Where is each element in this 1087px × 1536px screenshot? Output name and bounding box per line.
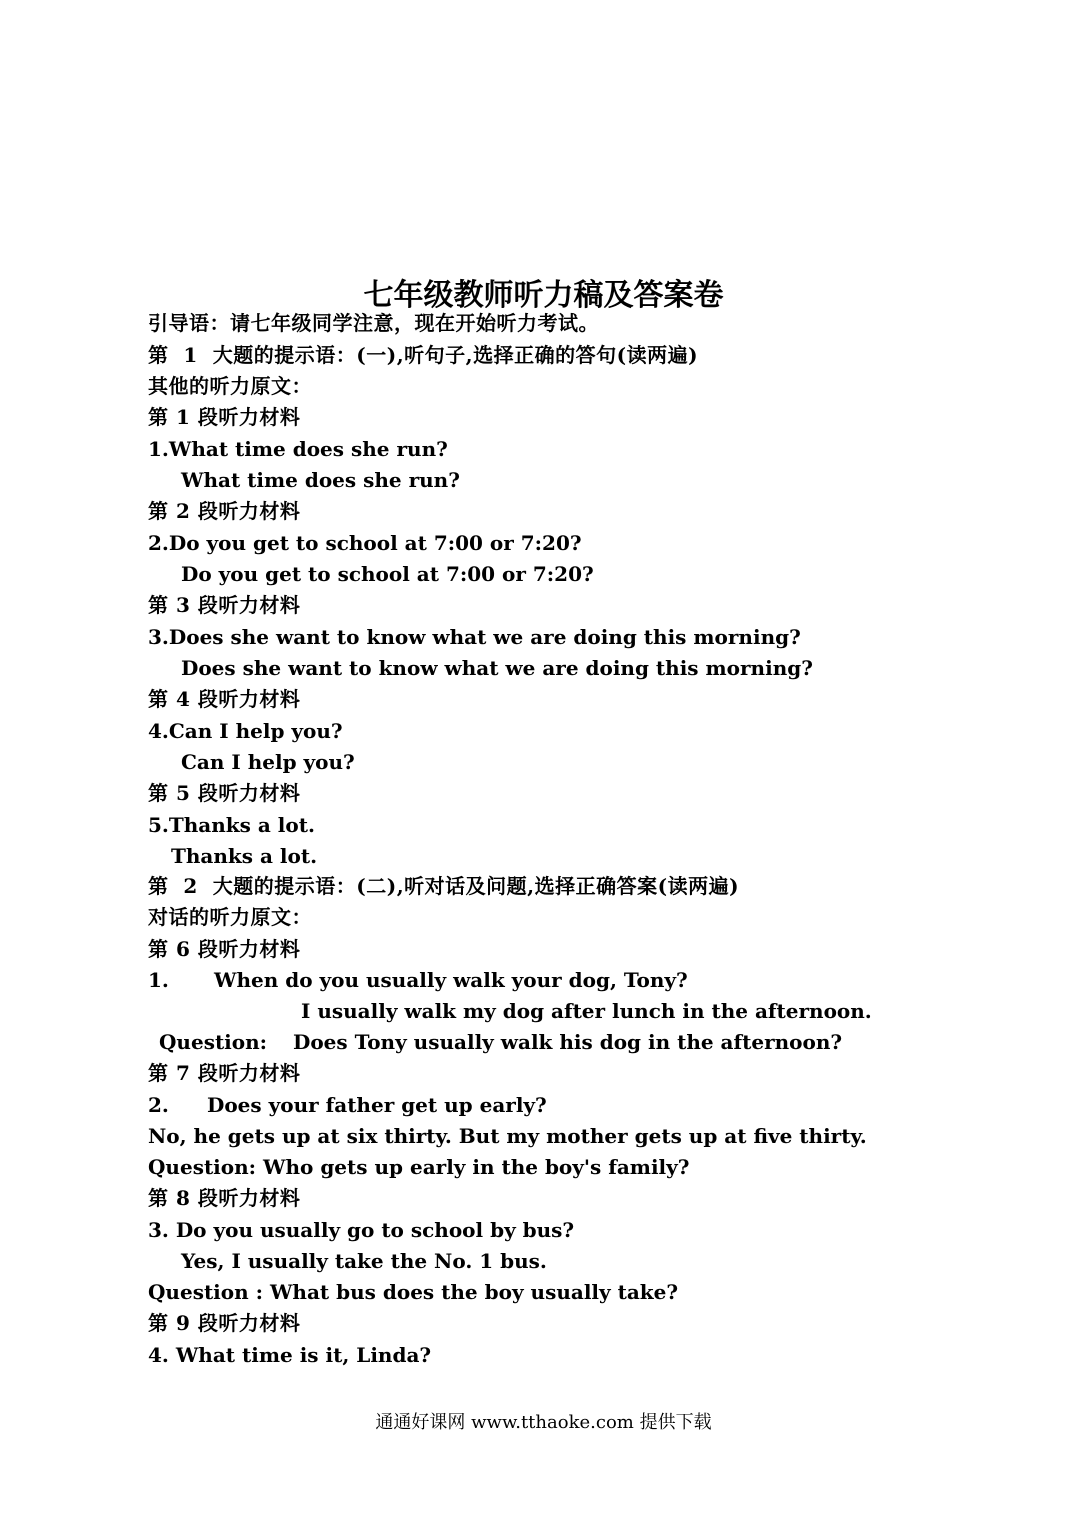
question-repeat: Thanks a lot. — [171, 844, 318, 868]
question-line: 3.Does she want to know what we are doing this morning? — [148, 625, 801, 649]
question-repeat: Can I help you? — [181, 750, 355, 774]
question-repeat: Does she want to know what we are doing this morning? — [181, 656, 813, 680]
question-line: 2.Do you get to school at 7:00 or 7:20? — [148, 531, 582, 555]
section-1-prompt: 第 1 大题的提示语：(一),听句子,选择正确的答句(读两遍) — [148, 343, 699, 367]
dialogue-line: Does your father get up early? — [207, 1093, 547, 1117]
dialogue-line: When do you usually walk your dog, Tony? — [214, 968, 688, 992]
material-heading: 第 1 段听力材料 — [148, 405, 301, 429]
question-line: 1.What time does she run? — [148, 437, 448, 461]
dialogue-line: I usually walk my dog after lunch in the afternoon. — [301, 999, 872, 1023]
dialogue-line: Yes, I usually take the No. 1 bus. — [181, 1249, 547, 1273]
dialogue-line: 4. What time is it, Linda? — [148, 1343, 432, 1367]
question-repeat: What time does she run? — [181, 468, 460, 492]
dialogue-number: 2. — [148, 1093, 169, 1117]
dialogue-question: Question: Who gets up early in the boy's family? — [148, 1155, 690, 1179]
material-heading: 第 6 段听力材料 — [148, 937, 301, 961]
footer-credit: 通通好课网 www.tthaoke.com 提供下载 — [375, 1412, 712, 1433]
dialogue-line: 3. Do you usually go to school by bus? — [148, 1218, 575, 1242]
dialogue-line: No, he gets up at six thirty. But my mother gets up at five thirty. — [148, 1124, 867, 1148]
section-2-subtitle: 对话的听力原文： — [148, 905, 312, 929]
dialogue-question: Question : What bus does the boy usually take? — [148, 1280, 679, 1304]
dialogue-question: Does Tony usually walk his dog in the afternoon? — [293, 1030, 843, 1054]
section-2-prompt: 第 2 大题的提示语：(二),听对话及问题,选择正确答案(读两遍) — [148, 874, 740, 898]
material-heading: 第 8 段听力材料 — [148, 1186, 301, 1210]
material-heading: 第 7 段听力材料 — [148, 1061, 301, 1085]
question-line: 4.Can I help you? — [148, 719, 343, 743]
page-title: 七年级教师听力稿及答案卷 — [363, 278, 724, 313]
material-heading: 第 4 段听力材料 — [148, 687, 301, 711]
dialogue-number: 1. — [148, 968, 169, 992]
material-heading: 第 2 段听力材料 — [148, 499, 301, 523]
question-line: 5.Thanks a lot. — [148, 813, 315, 837]
material-heading: 第 9 段听力材料 — [148, 1311, 301, 1335]
section-1-subtitle: 其他的听力原文： — [148, 374, 312, 398]
intro-line: 引导语：请七年级同学注意，现在开始听力考试。 — [148, 311, 599, 335]
question-label: Question: — [159, 1030, 268, 1054]
material-heading: 第 5 段听力材料 — [148, 781, 301, 805]
material-heading: 第 3 段听力材料 — [148, 593, 301, 617]
question-repeat: Do you get to school at 7:00 or 7:20? — [181, 562, 594, 586]
